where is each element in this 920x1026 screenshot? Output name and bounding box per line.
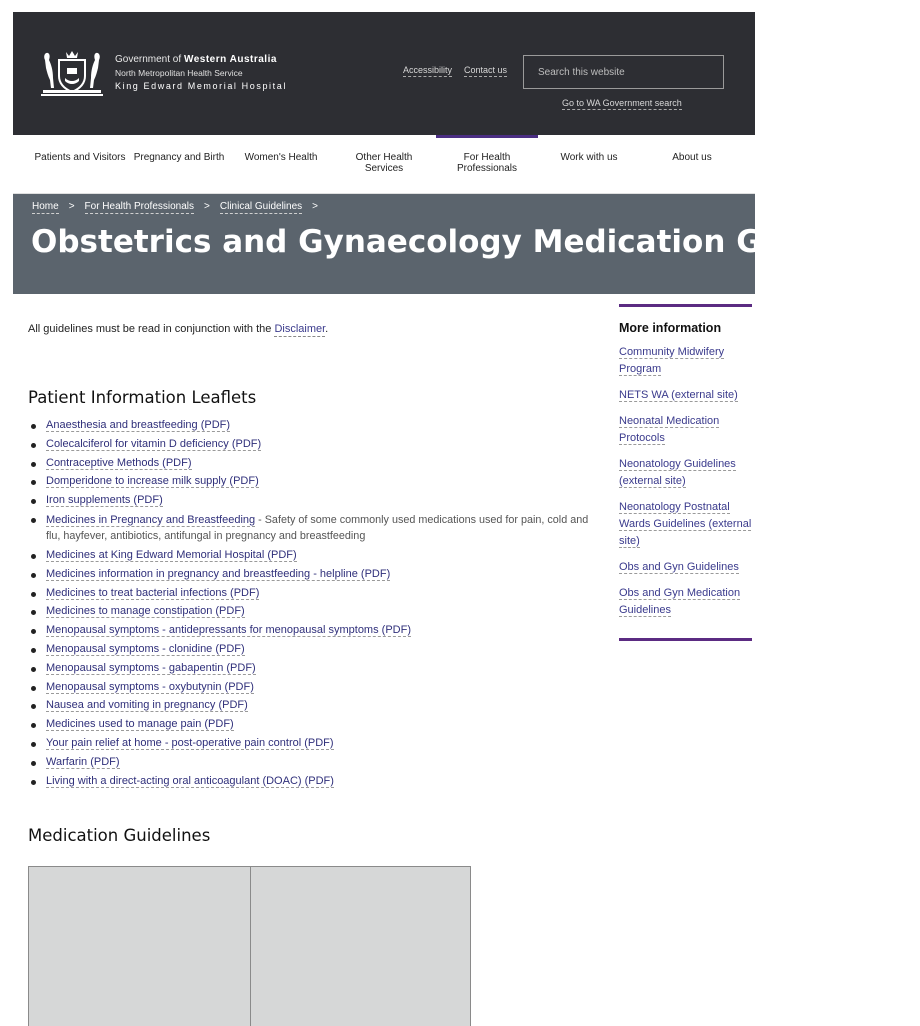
breadcrumb-clinical-guidelines[interactable]: Clinical Guidelines [219,201,303,212]
breadcrumb-for-health-professionals[interactable]: For Health Professionals [84,201,195,212]
sidebar-link[interactable]: Neonatal Medication Protocols [619,415,720,444]
nav-item-label: Patients and Visitors [34,152,126,163]
list-item [28,565,598,584]
list-item [28,678,598,697]
sidebar-bottom-rule [619,638,752,641]
list-item [28,753,598,772]
nav-item-other-health-services[interactable] [338,135,430,194]
leaflet-link[interactable]: Anaesthesia and breastfeeding (PDF) [46,419,231,431]
list-item [28,621,598,640]
leaflet-link[interactable]: Medicines in Pregnancy and Breastfeeding [46,513,256,526]
leaflet-link[interactable]: Medicines at King Edward Memorial Hospital (PDF) [46,548,297,561]
list-item [28,584,598,603]
site-header [13,12,755,135]
nav-item-about-us[interactable] [646,135,738,194]
intro-sentence: All guidelines must be read in conjunction with the [28,323,272,335]
nav-item-work-with-us[interactable] [543,135,635,194]
intro-end: . [325,323,329,335]
nav-item-patients-visitors[interactable] [21,135,139,194]
gov-name: Western Australia [183,54,277,65]
tile-divider [250,867,251,1026]
list-item [28,510,598,546]
nav-item-womens-health[interactable] [231,135,331,194]
sidebar-item-obs-gyn-guidelines [619,559,752,576]
leaflet-link[interactable]: Living with a direct-acting oral anticoagulant (DOAC) (PDF) [46,774,334,787]
leaflet-link[interactable]: Medicines used to manage pain (PDF) [46,718,234,731]
nav-item-for-health-professionals[interactable] [436,135,538,194]
nav-item-label: For Health Professionals [456,152,518,174]
list-item [28,696,598,715]
leaflet-link[interactable]: Menopausal symptoms - oxybutynin (PDF) [46,680,254,693]
leaflet-link[interactable]: Medicines information in pregnancy and breastfeeding - helpline (PDF) [46,567,391,580]
list-item [28,715,598,734]
nav-item-label: Work with us [560,152,618,163]
medication-guidelines-tiles [28,866,471,1026]
leaflet-link[interactable]: Warfarin (PDF) [46,755,120,768]
sidebar-link[interactable]: Obs and Gyn Medication Guidelines [619,587,741,616]
breadcrumb-separator: > [68,201,75,212]
leaflet-link[interactable]: Nausea and vomiting in pregnancy (PDF) [46,699,248,712]
list-item [28,734,598,753]
nav-item-label: Other Health Services [355,152,413,174]
leaflet-description: - Safety of some commonly used medications used for pain, cold and flu, hayfever, antibiotics, antifungal in pregnancy and breastfeeding [46,513,589,543]
leaflet-list [28,416,598,790]
nav-item-label: Pregnancy and Birth [133,152,225,163]
search-input[interactable] [524,56,723,88]
disclaimer-link[interactable]: Disclaimer [274,323,326,335]
leaflet-link[interactable]: Colecalciferol for vitamin D deficiency (PDF) [46,437,262,450]
page-banner [13,194,920,294]
leaflet-link[interactable]: Your pain relief at home - post-operative pain control (PDF) [46,736,334,749]
sidebar-link[interactable]: Community Midwifery Program [619,346,725,375]
main-nav [13,135,755,194]
list-item [28,435,598,454]
sidebar-link[interactable]: Obs and Gyn Guidelines [619,561,739,573]
search-box [523,55,724,89]
list-item [28,472,598,491]
sidebar-item-neonatology-guidelines [619,456,752,490]
list-item [28,659,598,678]
leaflet-link[interactable]: Menopausal symptoms - antidepressants for menopausal symptoms (PDF) [46,624,411,637]
leaflet-link[interactable]: Menopausal symptoms - gabapentin (PDF) [46,661,256,674]
leaflet-link[interactable]: Medicines to manage constipation (PDF) [46,605,245,618]
sidebar-item-nets-wa [619,387,752,404]
service-name: North Metropolitan Health Service [115,68,243,78]
medication-guidelines-heading: Medication Guidelines [28,826,211,845]
leaflet-link[interactable]: Iron supplements (PDF) [46,494,163,507]
wa-government-search-link[interactable]: Go to WA Government search [562,98,682,108]
government-label [115,54,277,65]
sidebar-item-neonatology-postnatal [619,499,752,550]
breadcrumb-separator: > [312,201,318,212]
list-item [28,640,598,659]
list-item [28,602,598,621]
breadcrumb [32,201,328,214]
nav-item-pregnancy-birth[interactable] [127,135,231,194]
accessibility-link[interactable]: Accessibility [403,65,453,75]
breadcrumb-separator: > [204,201,210,212]
nav-item-label: About us [672,152,712,163]
leaflets-heading: Patient Information Leaflets [28,388,257,407]
contact-us-link[interactable]: Contact us [464,65,508,75]
sidebar-heading: More information [619,321,722,335]
sidebar-item-community-midwifery [619,344,752,378]
sidebar-link[interactable]: Neonatology Guidelines (external site) [619,458,736,487]
list-item [28,546,598,565]
sidebar-link[interactable]: NETS WA (external site) [619,389,738,401]
list-item [28,416,598,435]
leaflet-link[interactable]: Menopausal symptoms - clonidine (PDF) [46,642,245,655]
more-information-sidebar [619,304,752,628]
page-frame [13,12,920,1024]
breadcrumb-home[interactable]: Home [32,201,59,212]
sidebar-item-obs-gyn-medication [619,585,752,619]
page-title: Obstetrics and Gynaecology Medication Guidelines [31,224,920,260]
leaflet-link[interactable]: Domperidone to increase milk supply (PDF) [46,475,259,488]
wa-crest-logo[interactable] [39,48,105,98]
gov-prefix: Government of [115,54,182,65]
sidebar-item-neonatal-medication [619,413,752,447]
sidebar-link[interactable]: Neonatology Postnatal Wards Guidelines (external site) [619,501,752,547]
leaflet-link[interactable]: Contraceptive Methods (PDF) [46,456,192,469]
nav-item-label: Women's Health [244,152,318,163]
list-item [28,772,598,791]
sidebar-links [619,344,752,619]
hospital-name: King Edward Memorial Hospital [115,81,287,91]
list-item [28,454,598,473]
intro-text [28,323,328,335]
leaflet-link[interactable]: Medicines to treat bacterial infections (PDF) [46,586,260,599]
list-item [28,491,598,510]
